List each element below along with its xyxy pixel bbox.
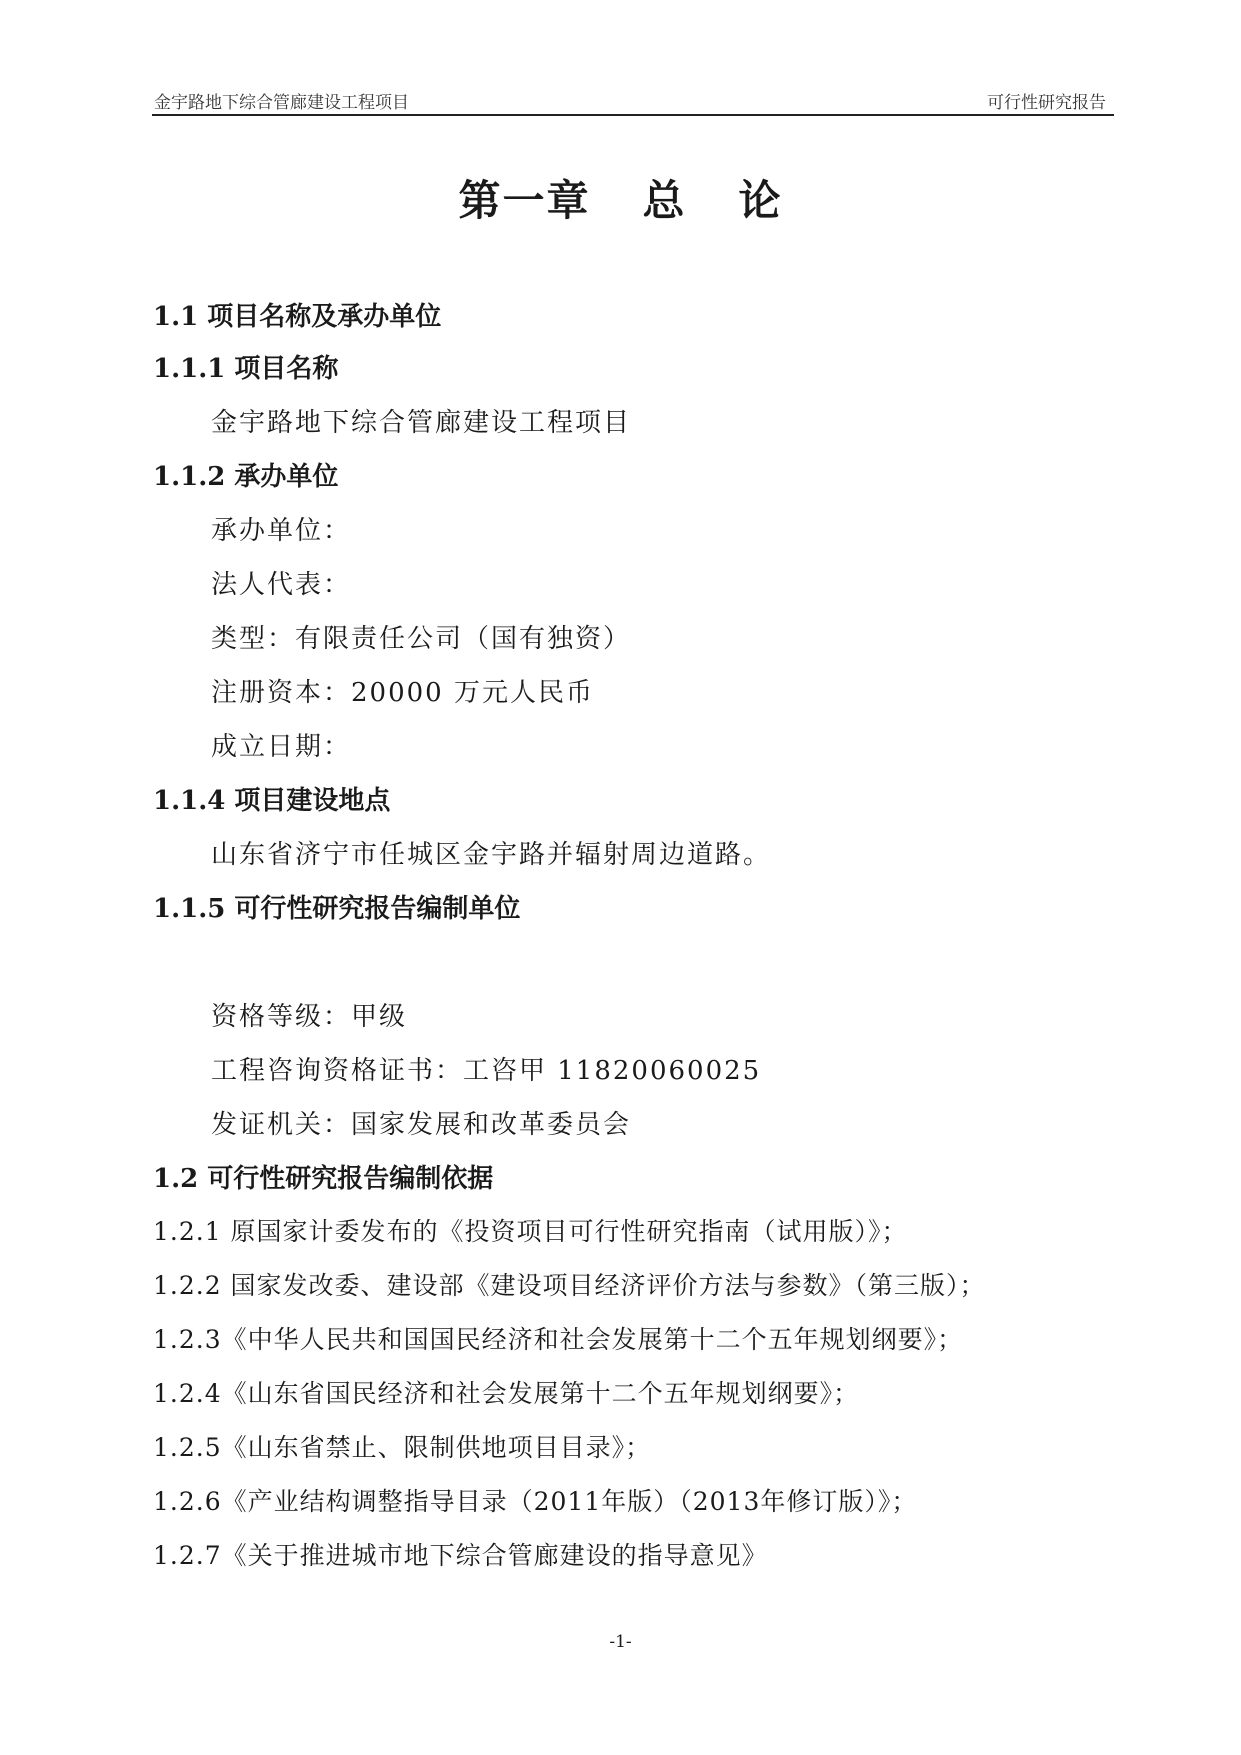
chapter-number: 第一章 xyxy=(458,176,591,225)
page-number: -1- xyxy=(609,1632,632,1652)
issuer-text: 发证机关：国家发展和改革委员会 xyxy=(211,1110,632,1140)
certificate-text: 工程咨询资格证书：工咨甲 11820060025 xyxy=(211,1056,762,1086)
running-header xyxy=(152,86,1114,116)
section-heading-1-1-5: 1.1.5 可行性研究报告编制单位 xyxy=(153,894,521,924)
reference-item: 1.2.5《山东省禁止、限制供地项目目录》； xyxy=(153,1433,652,1462)
reference-item: 1.2.7《关于推进城市地下综合管廊建设的指导意见》 xyxy=(153,1541,768,1570)
legal-rep-text: 法人代表： xyxy=(211,570,352,600)
qualification-grade-text: 资格等级：甲级 xyxy=(211,1002,408,1032)
chapter-word-2: 论 xyxy=(738,176,783,225)
org-unit-text: 承办单位： xyxy=(211,516,352,546)
reference-item: 1.2.3《中华人民共和国国民经济和社会发展第十二个五年规划纲要》； xyxy=(153,1325,964,1354)
section-heading-1-1-2: 1.1.2 承办单位 xyxy=(153,462,339,492)
section-heading-1-1-4: 1.1.4 项目建设地点 xyxy=(153,786,391,816)
reference-item: 1.2.4《山东省国民经济和社会发展第十二个五年规划纲要》； xyxy=(153,1379,860,1408)
reference-item: 1.2.1 原国家计委发布的《投资项目可行性研究指南（试用版）》； xyxy=(153,1217,908,1246)
company-type-text: 类型：有限责任公司（国有独资） xyxy=(211,624,632,654)
project-name-text: 金宇路地下综合管廊建设工程项目 xyxy=(211,408,632,438)
founded-date-text: 成立日期： xyxy=(211,732,352,762)
section-heading-1-1: 1.1 项目名称及承办单位 xyxy=(153,302,442,332)
reference-item: 1.2.6《产业结构调整指导目录（2011年版）（2013年修订版）》； xyxy=(153,1487,918,1516)
registered-capital-text: 注册资本：20000 万元人民币 xyxy=(211,678,594,708)
header-report-type: 可行性研究报告 xyxy=(987,93,1106,113)
section-heading-1-1-1: 1.1.1 项目名称 xyxy=(153,354,339,384)
chapter-title xyxy=(0,168,1241,228)
reference-item: 1.2.2 国家发改委、建设部《建设项目经济评价方法与参数》（第三版）； xyxy=(153,1271,986,1300)
chapter-word-1: 总 xyxy=(642,176,687,225)
section-heading-1-2: 1.2 可行性研究报告编制依据 xyxy=(153,1164,494,1194)
header-project-title: 金宇路地下综合管廊建设工程项目 xyxy=(154,93,409,113)
location-text: 山东省济宁市任城区金宇路并辐射周边道路。 xyxy=(211,840,772,870)
